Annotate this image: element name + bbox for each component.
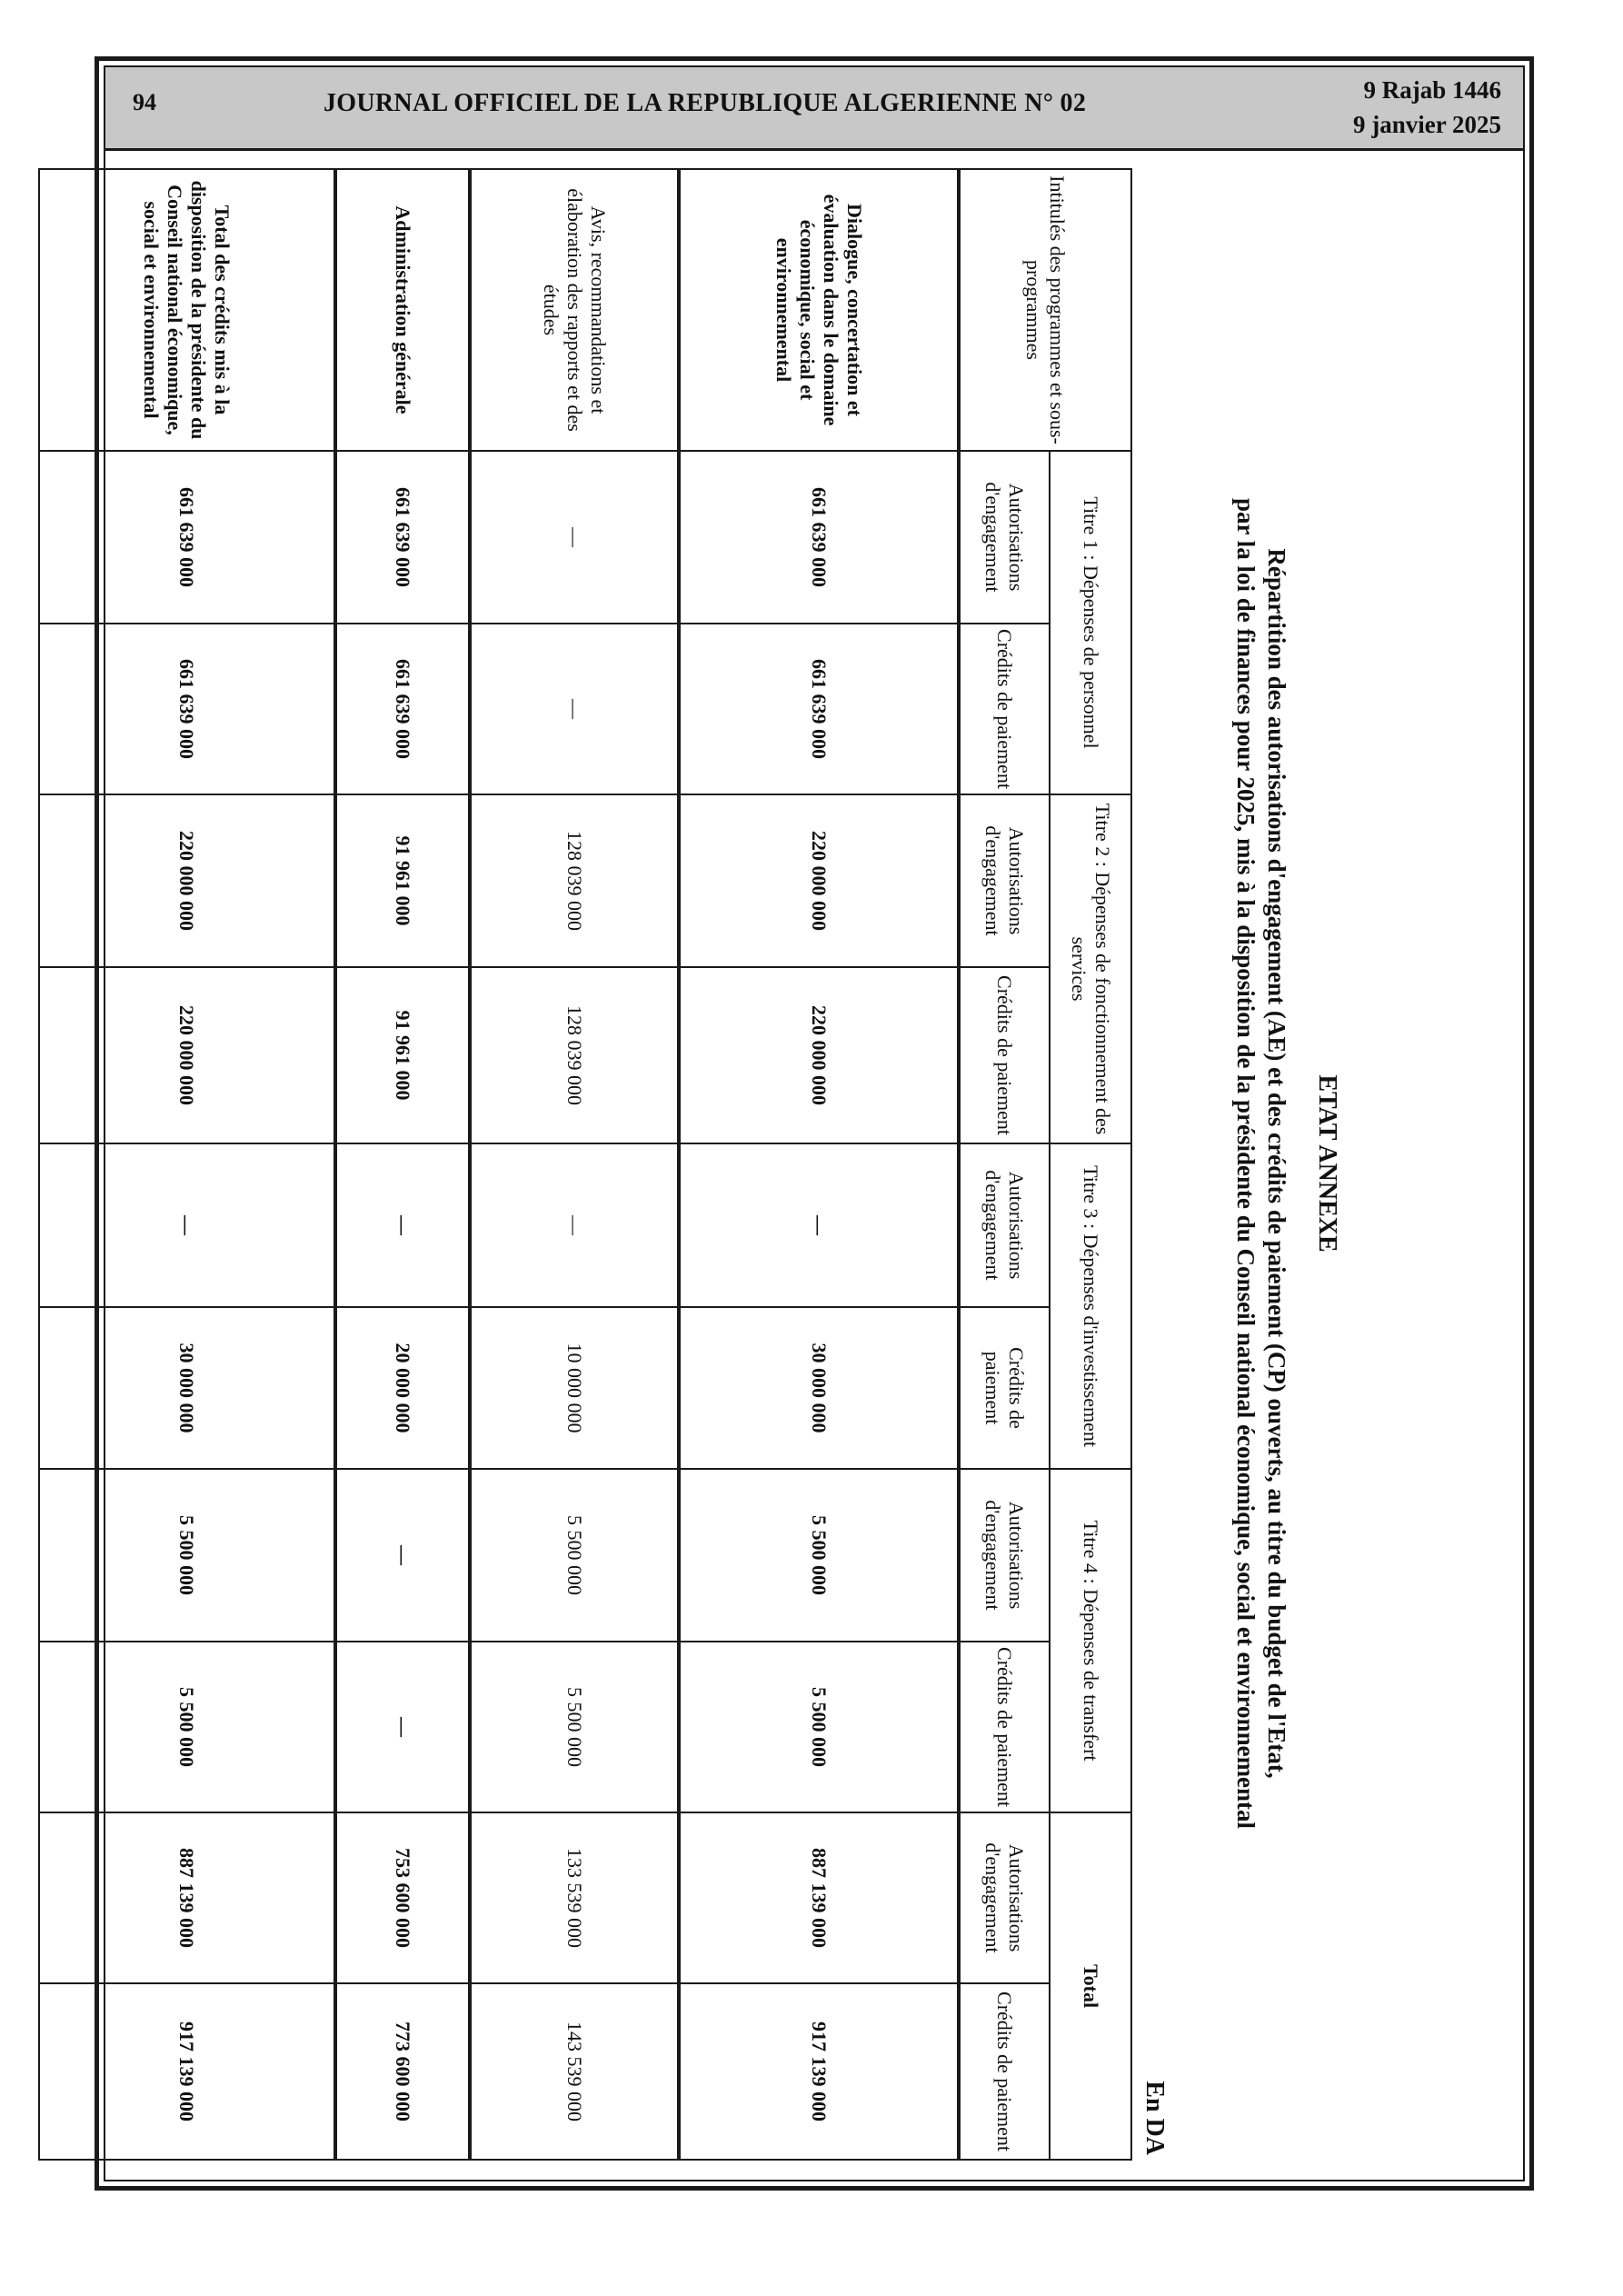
cell-t2-cp: 128 039 000 [470, 967, 679, 1143]
subheader-t1-cp: Crédits de paiement [959, 624, 1050, 794]
subheader-t3-cp: Crédits de paiement [959, 1307, 1050, 1469]
subheader-t4-cp: Crédits de paiement [959, 1642, 1050, 1812]
header-titre1: Titre 1 : Dépenses de personnel [1050, 451, 1131, 794]
cell-total-ae: 887 139 000 [679, 1812, 959, 1983]
table-row [470, 169, 679, 2160]
cell-total-cp: 917 139 000 [679, 1983, 959, 2160]
table-row-total [39, 169, 335, 2160]
cell-t3-ae: — [470, 1143, 679, 1307]
header-programs: Intitulés des programmes et sous-programmes [959, 169, 1131, 451]
subheader-t2-cp: Crédits de paiement [959, 967, 1050, 1143]
annex-titles [1210, 168, 1347, 2159]
subheader-t2-ae: Autorisations d'engagement [959, 794, 1050, 967]
header-titre4: Titre 4 : Dépenses de transfert [1050, 1469, 1131, 1812]
row-name: Avis, recommandations et élaboration des rapports et des études [470, 169, 679, 451]
budget-table [38, 168, 1132, 2161]
row-name: Total des crédits mis à la disposition de la présidente du Conseil national économique, social et environnemental [39, 169, 335, 451]
cell-t1-ae: — [470, 451, 679, 624]
date-hijri: 9 Rajab 1446 [1363, 76, 1501, 104]
cell-t1-ae: 661 639 000 [679, 451, 959, 624]
cell-t3-ae: — [39, 1143, 335, 1307]
cell-t3-cp: 20 000 000 [335, 1307, 470, 1469]
cell-t2-ae: 91 961 000 [335, 794, 470, 967]
header-total: Total [1050, 1812, 1131, 2160]
annex-subtitle-line2: par la loi de finances pour 2025, mis à la disposition de la présidente du Conseil national économique, social et environnemental [1232, 497, 1260, 1830]
cell-t4-cp: 5 500 000 [679, 1642, 959, 1812]
cell-t2-cp: 220 000 000 [679, 967, 959, 1143]
cell-t1-ae: 661 639 000 [39, 451, 335, 624]
issue-date [1353, 73, 1501, 142]
cell-t1-cp: 661 639 000 [335, 624, 470, 794]
page-number: 94 [133, 89, 156, 115]
cell-t2-ae: 128 039 000 [470, 794, 679, 967]
header-titre2: Titre 2 : Dépenses de fonctionnement des services [1050, 794, 1131, 1143]
subheader-t1-ae: Autorisations d'engagement [959, 451, 1050, 624]
cell-t4-ae: 5 500 000 [39, 1469, 335, 1642]
row-name: Administration générale [335, 169, 470, 451]
cell-total-cp: 773 600 000 [335, 1983, 470, 2160]
cell-t2-cp: 220 000 000 [39, 967, 335, 1143]
subheader-t4-ae: Autorisations d'engagement [959, 1469, 1050, 1642]
journal-title: JOURNAL OFFICIEL DE LA REPUBLIQUE ALGERIENNE N° 02 [324, 89, 1087, 117]
cell-t3-ae: — [335, 1143, 470, 1307]
annex-title: ETAT ANNEXE [1313, 1074, 1341, 1253]
cell-t3-cp: 30 000 000 [39, 1307, 335, 1469]
cell-t4-cp: 5 500 000 [470, 1642, 679, 1812]
cell-t2-ae: 220 000 000 [39, 794, 335, 967]
cell-t3-cp: 10 000 000 [470, 1307, 679, 1469]
date-gregorian: 9 janvier 2025 [1353, 111, 1501, 138]
cell-t1-cp: 661 639 000 [39, 624, 335, 794]
subheader-total-cp: Crédits de paiement [959, 1983, 1050, 2160]
cell-t1-ae: 661 639 000 [335, 451, 470, 624]
subheader-total-ae: Autorisations d'engagement [959, 1812, 1050, 1983]
cell-t1-cp: 661 639 000 [679, 624, 959, 794]
annex-subtitle-line1: Répartition des autorisations d'engagement (AE) et des crédits de paiement (CP) ouverts, au titre du budget de l'Etat, [1263, 548, 1290, 1779]
cell-t3-ae: — [679, 1143, 959, 1307]
cell-t2-ae: 220 000 000 [679, 794, 959, 967]
currency-unit: En DA [1140, 2081, 1169, 2155]
cell-t4-cp: 5 500 000 [39, 1642, 335, 1812]
cell-t4-ae: 5 500 000 [470, 1469, 679, 1642]
table-row [335, 169, 470, 2160]
cell-total-cp: 143 539 000 [470, 1983, 679, 2160]
header-titre3: Titre 3 : Dépenses d'investissement [1050, 1143, 1131, 1469]
cell-t1-cp: — [470, 624, 679, 794]
cell-total-cp: 917 139 000 [39, 1983, 335, 2160]
rotated-annex-content [140, 168, 1347, 2159]
cell-t4-cp: — [335, 1642, 470, 1812]
cell-t4-ae: — [335, 1469, 470, 1642]
cell-t4-ae: 5 500 000 [679, 1469, 959, 1642]
subheader-t3-ae: Autorisations d'engagement [959, 1143, 1050, 1307]
table-row [679, 169, 959, 2160]
cell-total-ae: 133 539 000 [470, 1812, 679, 1983]
cell-total-ae: 887 139 000 [39, 1812, 335, 1983]
cell-t2-cp: 91 961 000 [335, 967, 470, 1143]
annex-subtitle [1230, 168, 1292, 2159]
cell-t3-cp: 30 000 000 [679, 1307, 959, 1469]
cell-total-ae: 753 600 000 [335, 1812, 470, 1983]
row-name: Dialogue, concertation et évaluation dans le domaine économique, social et environnemental [679, 169, 959, 451]
journal-header [105, 67, 1523, 151]
